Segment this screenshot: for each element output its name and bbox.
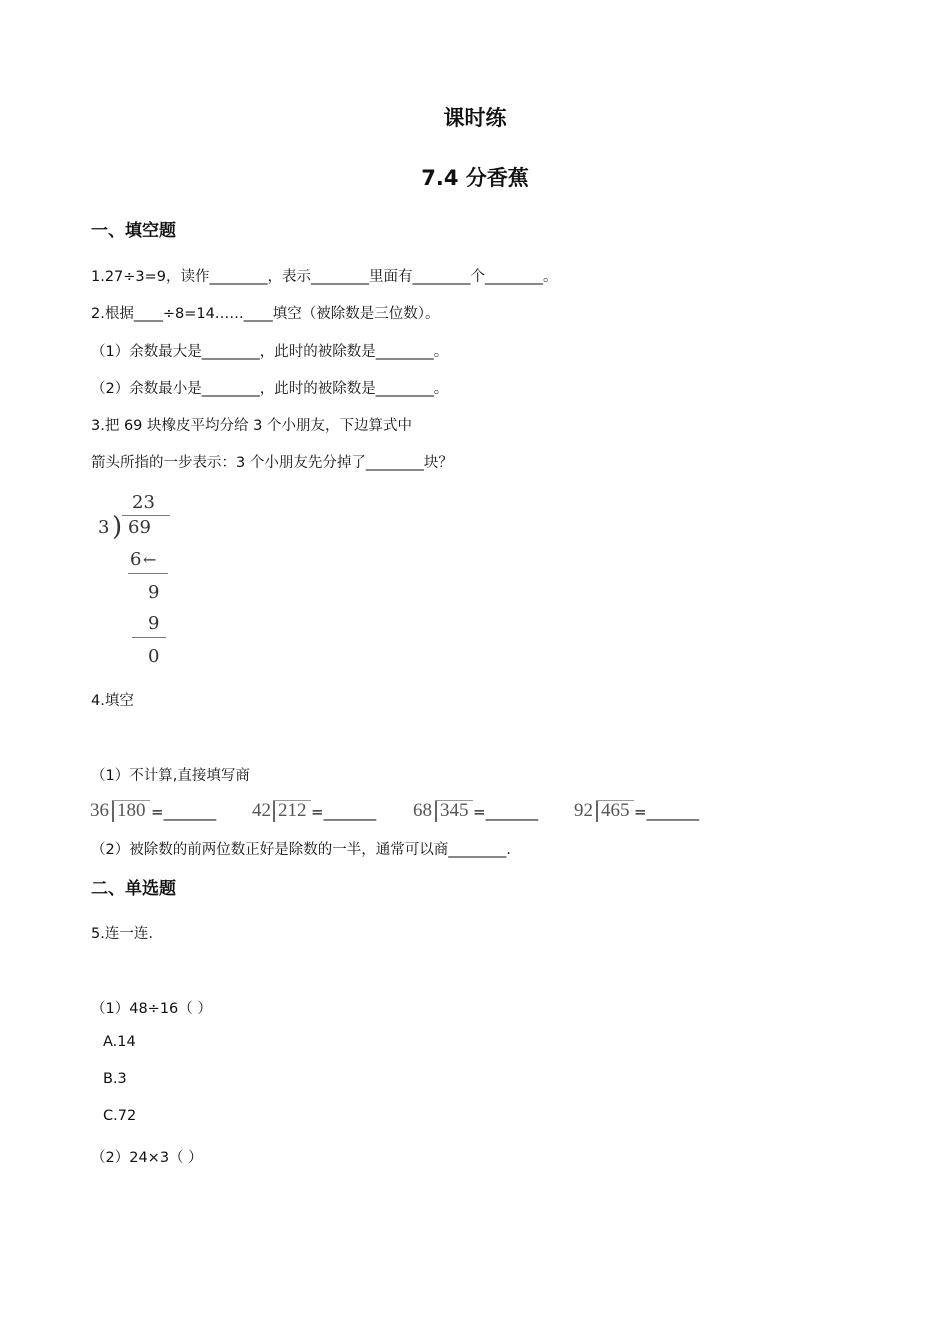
division-remainder-2: 0	[148, 646, 160, 667]
quotient-item-divisor: 42	[252, 800, 271, 821]
division-bracket: )	[112, 512, 123, 542]
quotient-item-dividend: 212	[278, 800, 307, 821]
division-line-1	[128, 573, 168, 574]
division-line-2	[132, 637, 166, 638]
page-title: 课时练	[443, 106, 507, 130]
quotient-item-bar	[273, 800, 275, 822]
quotient-item-answer: =_______	[311, 803, 377, 821]
quotient-item-answer: =_______	[634, 803, 700, 821]
option-c: C.72	[103, 1108, 137, 1124]
question-3-line-2: 箭头所指的一步表示：3 个小朋友先分掉了________块？	[91, 455, 453, 471]
quotient-item-divisor: 36	[90, 800, 109, 821]
quotient-item-2	[252, 798, 402, 826]
quotient-item-answer: =_______	[151, 803, 217, 821]
question-2: 2.根据____÷8=14……____填空（被除数是三位数）。	[91, 306, 440, 322]
division-arrow: ←	[143, 550, 157, 569]
division-remainder-1: 9	[148, 582, 160, 603]
division-dividend: 69	[128, 517, 151, 538]
question-5-part-2: （2）24×3（ ）	[91, 1150, 203, 1166]
quotient-item-bar	[596, 800, 598, 822]
page-subtitle: 7.4 分香蕉	[421, 166, 529, 190]
section-heading-fill-blank: 一、填空题	[91, 221, 176, 241]
quotient-item-3	[413, 798, 563, 826]
quotient-item-divisor: 68	[413, 800, 432, 821]
division-divisor: 3	[98, 517, 110, 538]
quotient-item-bar	[112, 800, 114, 822]
question-5-part-1: （1）48÷16（ ）	[91, 1001, 212, 1017]
division-step-1: 6	[130, 549, 142, 570]
question-4-part-1: （1）不计算,直接填写商	[91, 768, 250, 784]
division-quotient: 23	[132, 492, 155, 513]
quotient-item-bar	[435, 800, 437, 822]
option-a: A.14	[103, 1034, 136, 1050]
question-3-line-1: 3.把 69 块橡皮平均分给 3 个小朋友，下边算式中	[91, 418, 412, 434]
question-2-part-2: （2）余数最小是________，此时的被除数是________。	[91, 381, 449, 397]
quotient-item-1	[90, 798, 240, 826]
option-b: B.3	[103, 1071, 127, 1087]
question-2-part-1: （1）余数最大是________，此时的被除数是________。	[91, 344, 449, 360]
section-heading-single-choice: 二、单选题	[91, 879, 176, 899]
quotient-item-divisor: 92	[574, 800, 593, 821]
question-4: 4.填空	[91, 693, 134, 709]
question-4-part-2: （2）被除数的前两位数正好是除数的一半，通常可以商________.	[91, 842, 511, 858]
question-5: 5.连一连.	[91, 926, 153, 942]
quotient-item-answer: =_______	[473, 803, 539, 821]
quotient-item-dividend: 465	[601, 800, 630, 821]
quotient-item-4	[574, 798, 724, 826]
quotient-item-dividend: 345	[440, 800, 469, 821]
division-step-2: 9	[148, 613, 160, 634]
quotient-item-dividend: 180	[117, 800, 146, 821]
long-division-figure	[96, 492, 186, 672]
division-top-line	[122, 515, 170, 516]
question-1: 1.27÷3=9，读作________，表示________里面有________个________。	[91, 269, 558, 285]
